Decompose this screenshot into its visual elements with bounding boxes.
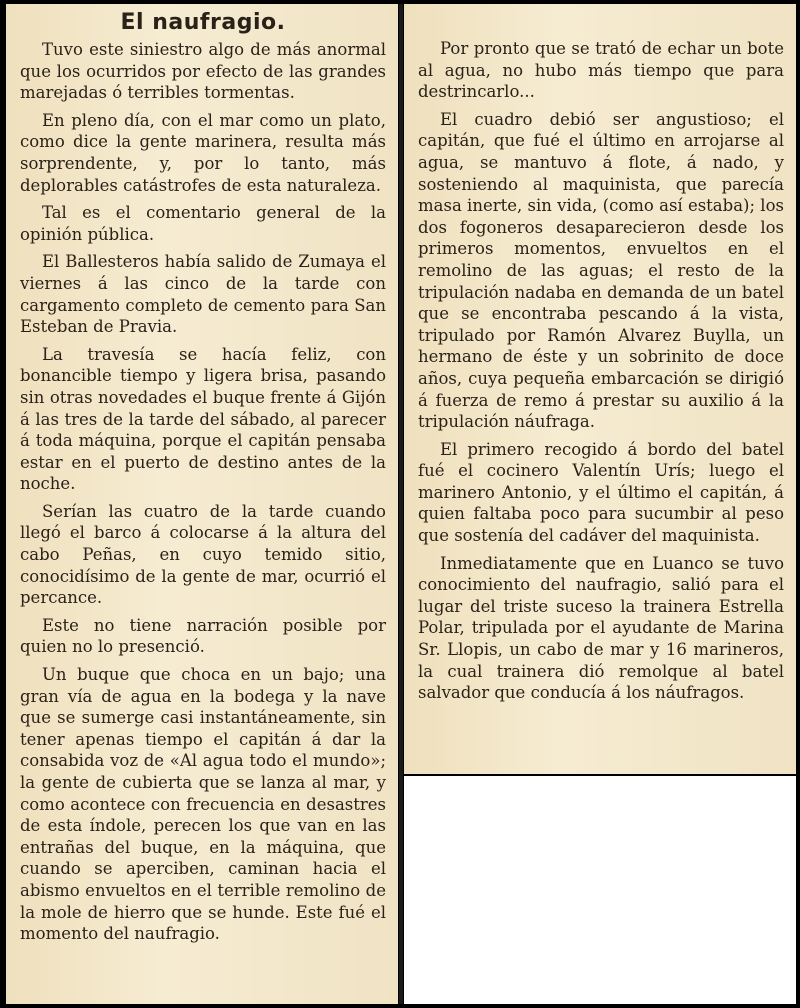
paragraph: Un buque que choca en un bajo; una gran vía de agua en la bodega y la nave que se sumerge casi instantáneamente, sin tener apenas tiempo el capitán á dar la consabida voz de «Al agua todo el mundo»; la gente de cubierta que se lanza al mar, y como acontece con frecuencia en desastres de esta índole, perecen los que van en las entrañas del buque, en la máquina, que cuando se aperciben, caminan hacia el abismo envueltos en el terrible remolino de la mole de hierro que se hunde. Este fué el momento del naufragio. [20, 665, 386, 944]
paragraph: En pleno día, con el mar como un plato, como dice la gente marinera, resulta más sorprendente, y, por lo tanto, más deplorables catástrofes de esta naturaleza. [20, 110, 386, 195]
paragraph: Serían las cuatro de la tarde cuando llegó el barco á colocarse á la altura del cabo Peñas, en cuyo temido sitio, conocidísimo de la gente de mar, ocurrió el percance. [20, 501, 386, 608]
paragraph: Por pronto que se trató de echar un bote al agua, no hubo más tiempo que para destrincarlo... [418, 39, 784, 102]
paragraph: El Ballesteros había salido de Zumaya el viernes á las cinco de la tarde con cargamento completo de cemento para San Esteban de Pravia. [20, 252, 386, 337]
paragraph: El primero recogido á bordo del batel fué el cocinero Valentín Urís; luego el marinero Antonio, y el último el capitán, á quien faltaba poco para sucumbir al peso que sostenía del cadáver del maquinista. [418, 439, 784, 546]
paragraph: Este no tiene narración posible por quien no lo presenció. [20, 615, 386, 657]
blank-area [404, 776, 796, 1004]
article-right-column [404, 4, 796, 774]
paragraph: La travesía se hacía feliz, con bonancible tiempo y ligera brisa, pasando sin otras novedades el buque frente á Gijón á las tres de la tarde del sábado, al parecer á toda máquina, porque el capitán pensaba estar en el puerto de destino antes de la noche. [20, 344, 386, 494]
paragraph: Tal es el comentario general de la opinión pública. [20, 203, 386, 244]
article-left-column [6, 4, 398, 1004]
paragraph: Tuvo este siniestro algo de más anormal que los ocurridos por efecto de las grandes marejadas ó terribles tormentas. [20, 40, 386, 103]
article-title: El naufragio. [120, 10, 286, 35]
paragraph: Inmediatamente que en Luanco se tuvo conocimiento del naufragio, salió para el lugar del triste suceso la trainera Estrella Polar, tripulada por el ayudante de Marina Sr. Llopis, un cabo de mar y 16 marineros, la cual trainera dió remolque al batel salvador que conducía á los náufragos. [418, 553, 784, 703]
paragraph: El cuadro debió ser angustioso; el capitán, que fué el último en arrojarse al agua, se mantuvo á flote, á nado, y sosteniendo al maquinista, que parecía masa inerte, sin vida, (como así estaba); los dos fogoneros desaparecieron desde los primeros momentos, envueltos en el remolino de las aguas; el resto de la tripulación nadaba en demanda de un batel que se encontraba pescando á la vista, tripulado por Ramón Alvarez Buylla, un hermano de éste y un sobrinito de doce años, cuya pequeña embarcación se dirigió á fuerza de remo á prestar su auxilio á la tripulación náufraga. [418, 109, 784, 432]
column-divider [399, 4, 403, 1004]
